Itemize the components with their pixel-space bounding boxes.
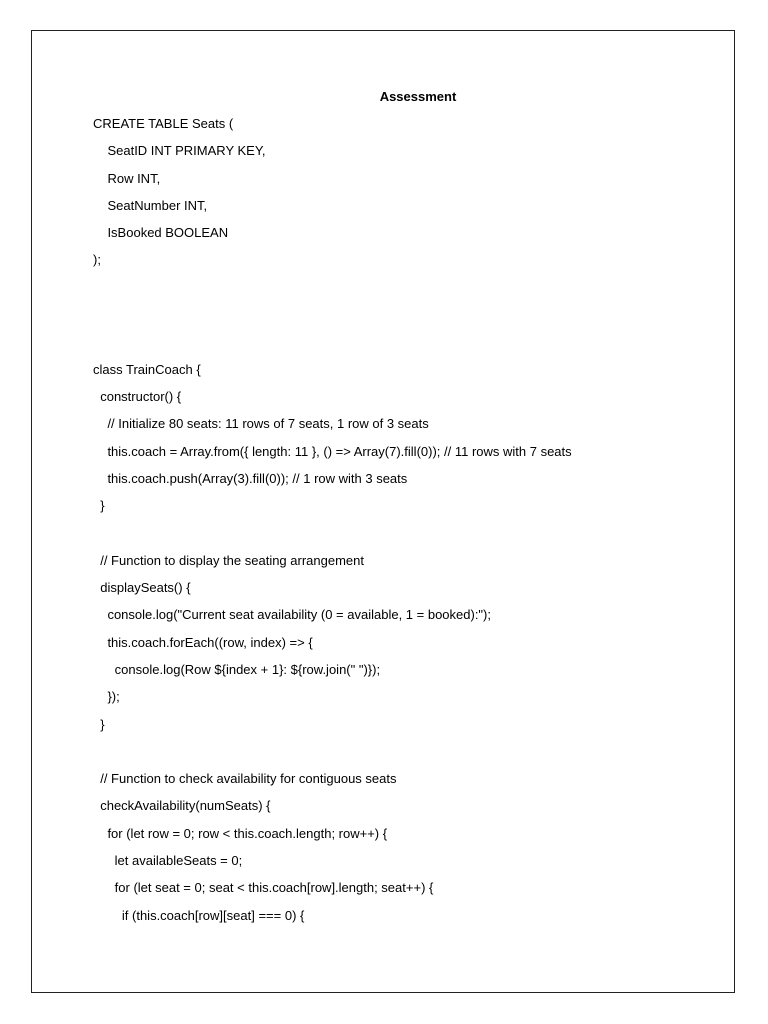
- code-line: this.coach = Array.from({ length: 11 }, () => Array(7).fill(0)); // 11 rows with 7 seats: [93, 443, 572, 459]
- code-line: SeatID INT PRIMARY KEY,: [93, 143, 266, 159]
- code-line: console.log("Current seat availability (0 = available, 1 = booked):");: [93, 607, 491, 623]
- code-line: // Initialize 80 seats: 11 rows of 7 seats, 1 row of 3 seats: [93, 416, 429, 432]
- code-line: // Function to display the seating arrangement: [93, 552, 364, 568]
- code-line: SeatNumber INT,: [93, 197, 208, 213]
- code-line: );: [93, 252, 101, 268]
- code-line: console.log(Row ${index + 1}: ${row.join(" ")});: [93, 661, 381, 677]
- code-line: // Function to check availability for contiguous seats: [93, 771, 397, 787]
- code-line: checkAvailability(numSeats) {: [93, 798, 271, 814]
- code-line: if (this.coach[row][seat] === 0) {: [93, 907, 305, 923]
- document-title: Assessment: [379, 89, 457, 104]
- code-line: this.coach.forEach((row, index) => {: [93, 634, 313, 650]
- code-line: CREATE TABLE Seats (: [93, 116, 234, 131]
- document-page: [31, 30, 735, 993]
- blank-line: [93, 307, 724, 334]
- code-line: });: [93, 689, 120, 705]
- code-line: for (let row = 0; row < this.coach.length; row++) {: [93, 825, 388, 841]
- document-body: [93, 116, 724, 935]
- code-line: constructor() {: [93, 388, 182, 404]
- blank-line: [93, 525, 724, 552]
- blank-line: [93, 334, 724, 361]
- blank-line: [93, 280, 724, 307]
- code-line: IsBooked BOOLEAN: [93, 225, 229, 241]
- code-line: let availableSeats = 0;: [93, 853, 243, 869]
- code-line: }: [93, 498, 105, 514]
- code-line: class TrainCoach {: [93, 361, 201, 377]
- code-line: displaySeats() {: [93, 580, 191, 596]
- code-line: this.coach.push(Array(3).fill(0)); // 1 row with 3 seats: [93, 470, 408, 486]
- code-line: }: [93, 716, 105, 732]
- blank-line: [93, 744, 724, 771]
- code-line: for (let seat = 0; seat < this.coach[row].length; seat++) {: [93, 880, 434, 896]
- code-line: Row INT,: [93, 170, 161, 186]
